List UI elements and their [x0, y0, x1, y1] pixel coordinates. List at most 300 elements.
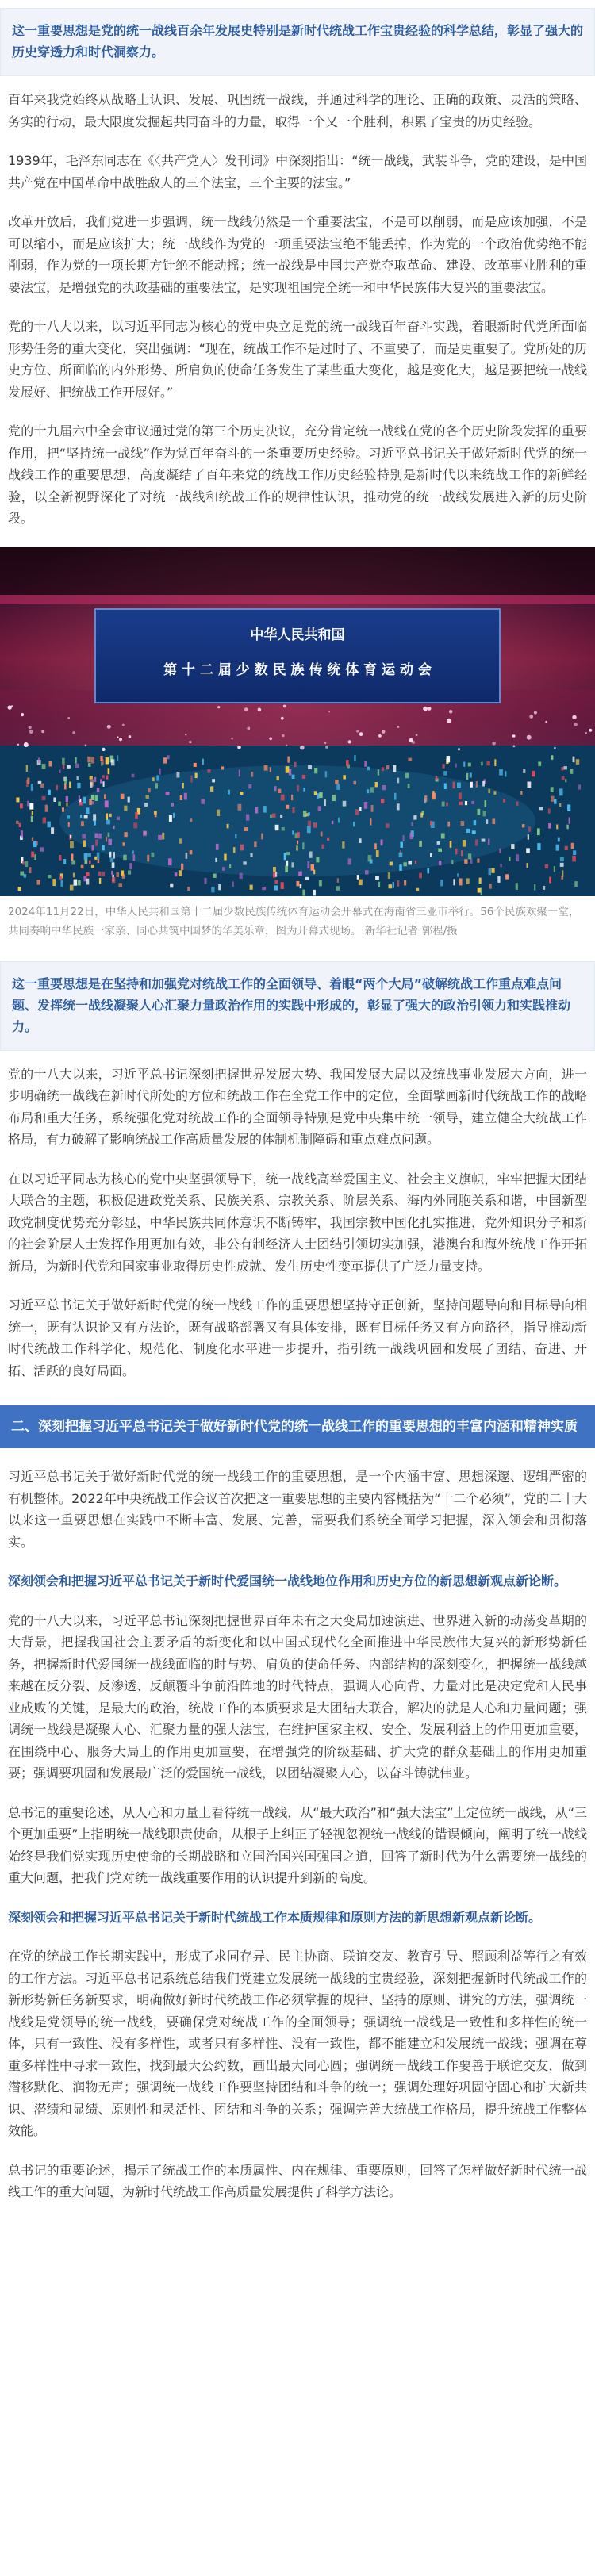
performer-dot [171, 803, 174, 807]
performer-dot [37, 880, 40, 884]
performer-dot [98, 871, 102, 875]
performer-dot [386, 765, 390, 769]
performer-dot [419, 872, 422, 878]
performer-dot [367, 766, 370, 770]
light-dot [328, 711, 330, 712]
performer-dot [227, 823, 229, 827]
performer-dot [51, 827, 54, 834]
performer-dot [332, 820, 334, 823]
performer-dot [274, 880, 278, 883]
performer-dot [250, 884, 253, 889]
performer-dot [371, 805, 374, 812]
performer-dot [156, 775, 159, 780]
performer-dot [420, 812, 423, 817]
performer-dot [117, 872, 120, 876]
performer-dot [357, 875, 359, 880]
performer-dot [403, 862, 407, 866]
performer-dot [359, 879, 363, 885]
performer-dot [509, 856, 510, 861]
performer-dot [381, 839, 383, 845]
performer-dot [40, 783, 44, 788]
performer-dot [212, 779, 215, 782]
performer-dot [246, 814, 249, 820]
performer-dot [548, 823, 551, 829]
performer-dot [560, 862, 564, 866]
performer-dot [534, 884, 536, 890]
performer-dot [572, 855, 576, 861]
performer-dot [67, 765, 71, 768]
paragraph-13: 总书记的重要论述，揭示了统战工作的本质属性、内在规律、重要原则，回答了怎样做好新时代统一战线工作的重大问题，为新时代统战工作高质量发展提供了科学方法论。 [8, 2162, 587, 2199]
performer-dot [378, 769, 379, 776]
performer-dot [281, 882, 284, 889]
performer-dot [442, 801, 445, 806]
performer-dot [111, 870, 113, 874]
performer-dot [222, 867, 225, 871]
performer-dot [556, 844, 559, 850]
performer-dot [224, 853, 226, 860]
performer-dot [319, 792, 323, 798]
performer-dot [359, 838, 361, 843]
performer-dot [62, 807, 64, 812]
performer-dot [175, 872, 178, 876]
performer-dot [83, 796, 86, 803]
performer-dot [405, 772, 409, 778]
light-dot [129, 735, 132, 738]
performer-dot [94, 856, 97, 859]
performer-dot [370, 787, 374, 792]
performer-dot [158, 834, 162, 839]
performer-dot [497, 876, 500, 882]
performer-dot [563, 766, 567, 769]
performer-dot [551, 787, 554, 792]
performer-dot [117, 816, 120, 819]
performer-dot [573, 756, 575, 762]
performer-dot [493, 791, 496, 795]
performer-dot [316, 857, 319, 862]
performer-dot [432, 792, 436, 799]
paragraph-7: 在以习近平同志为核心的党中央坚强领导下，统一战线高举爱国主义、社会主义旗帜，牢牢把握大团结大联合的主题，积极促进政党关系、民族关系、宗教关系、阶层关系、海内外同胞关系和谐，中国新型政党制度优势充分彰显，中华民族共同体意识不断铸牢，我国宗教中国化扎实推进，党外知识分子和新的社会阶层人士发挥作用更加有效，非公有制经济人士团结引领切实加强，港澳台和海外统战工作开拓新局，为新时代党和国家事业取得历史性成就、发生历史性变革提供了广泛力量支持。 [8, 1171, 587, 1274]
light-dot [545, 720, 547, 723]
performer-dot [106, 757, 109, 764]
performer-dot [166, 792, 170, 795]
performer-dot [317, 793, 319, 799]
performer-dot [565, 845, 568, 849]
performer-dot [375, 876, 379, 880]
performer-dot [296, 845, 298, 850]
performer-dot [354, 780, 357, 784]
performer-dot [554, 799, 556, 804]
paragraph-5: 党的十九届六中全会审议通过党的第三个历史决议，充分肯定统一战线在党的各个历史阶段发挥的重要作用，把“坚持统一战线”作为党百年奋斗的一条重要历史经验。习近平总书记关于做好新时代党的统一战线工作的重要思想，高度凝结了百年来党的统战工作历史经验特别是新时代以来统战工作的新鲜经验，以全新视野深化了对统一战线和统战工作的规律性认识，推动党的统一战线发展进入新的历史阶段。 [8, 424, 587, 526]
performer-dot [424, 795, 427, 802]
performer-dot [297, 840, 298, 844]
performer-dot [443, 764, 445, 768]
light-dot [231, 737, 233, 739]
performer-dot [526, 848, 530, 853]
performer-dot [289, 769, 291, 775]
performer-dot [264, 765, 268, 770]
light-dot [534, 711, 537, 714]
performer-dot [71, 860, 75, 864]
performer-dot [73, 872, 75, 877]
performer-dot [92, 801, 94, 804]
performer-dot [305, 876, 309, 880]
performer-dot [262, 887, 266, 890]
performer-dot [390, 861, 393, 865]
performer-dot [427, 868, 429, 873]
performer-dot [128, 870, 131, 874]
performer-dot [300, 884, 302, 888]
performer-dot [465, 801, 467, 805]
performer-dot [187, 887, 190, 891]
paragraph-1: 百年来我党始终从战略上认识、发展、巩固统一战线，并通过科学的理论、正确的政策、灵活的策略、务实的行动，最大限度发掘起共同奋斗的力量，取得一个又一个胜利，积累了宝贵的历史经验。 [8, 92, 587, 129]
performer-dot [481, 761, 483, 765]
performer-dot [98, 833, 102, 838]
performer-dot [159, 768, 160, 774]
performer-dot [332, 795, 336, 801]
light-dot [423, 706, 428, 711]
performer-dot [124, 805, 127, 811]
performer-dot [441, 833, 445, 838]
performer-dot [133, 854, 136, 861]
stadium-illustration [0, 547, 595, 896]
performer-dot [83, 840, 86, 847]
light-dot [247, 726, 250, 730]
light-dot [283, 704, 286, 707]
performer-dot [122, 874, 125, 879]
performer-dot [378, 881, 380, 887]
performer-dot [365, 870, 369, 875]
performer-dot [528, 781, 532, 788]
performer-dot [343, 800, 347, 806]
performer-dot [313, 889, 316, 895]
light-dot [359, 732, 363, 736]
performer-dot [59, 855, 61, 861]
performer-dot [556, 824, 558, 829]
performer-dot [336, 886, 340, 891]
performer-dot [364, 761, 367, 766]
performer-dot [459, 792, 462, 799]
performer-dot [64, 777, 67, 784]
performer-dot [516, 883, 518, 890]
banner-line-1: 中华人民共和国 [250, 627, 345, 643]
performer-dot [560, 857, 564, 861]
performer-dot [87, 853, 91, 856]
performer-dot [108, 768, 110, 774]
performer-dot [42, 764, 46, 769]
performer-dot [578, 784, 581, 789]
performer-dot [397, 777, 400, 783]
light-dot [324, 742, 326, 743]
light-dot [589, 728, 592, 731]
performer-dot [375, 782, 378, 787]
performer-dot [22, 861, 25, 865]
performer-dot [106, 836, 107, 841]
light-dot [237, 746, 241, 749]
performer-dot [303, 788, 305, 792]
performer-dot [77, 776, 79, 780]
performer-dot [133, 822, 137, 828]
performer-dot [79, 795, 80, 801]
performer-dot [318, 806, 321, 811]
performer-dot [194, 762, 197, 766]
performer-dot [479, 877, 482, 883]
performer-dot [438, 848, 442, 851]
performer-dot [321, 831, 323, 836]
performer-dot [447, 821, 450, 826]
performer-dot [297, 784, 299, 791]
performer-dot [275, 824, 279, 830]
performer-dot [70, 841, 74, 848]
performer-dot [102, 872, 105, 876]
performer-dot [274, 885, 278, 890]
performer-dot [34, 854, 36, 860]
performer-dot [415, 860, 416, 863]
paragraph-8: 习近平总书记关于做好新时代党的统一战线工作的重要思想坚持守正创新，坚持问题导向和目标导向相统一，既有认识论又有方法论，既有战略部署又有具体安排，既有目标任务又有方向路径，指导推动新时代统战工作科学化、规范化、制度化水平进一步提升，指引统一战线巩固和发展了团结、奋进、开拓、活跃的良好局面。 [8, 1298, 587, 1378]
performer-dot [284, 853, 286, 860]
performer-dot [181, 863, 183, 869]
performer-dot [232, 881, 234, 887]
performer-dot [487, 761, 490, 765]
performer-dot [87, 756, 90, 762]
performer-dot [108, 838, 112, 845]
performer-dot [314, 768, 317, 773]
performer-dot [251, 772, 253, 777]
performer-dot [118, 883, 122, 887]
performer-dot [381, 799, 384, 803]
performer-dot [489, 884, 492, 889]
performer-dot [68, 822, 70, 827]
performer-dot [56, 784, 59, 790]
light-dot [72, 731, 75, 734]
light-dot [572, 715, 576, 719]
performer-dot [545, 864, 548, 868]
performer-dot [461, 821, 465, 826]
performer-dot [569, 817, 570, 823]
performer-dot [48, 875, 52, 878]
performer-dot [121, 793, 125, 799]
performer-dot [455, 848, 458, 854]
performer-dot [53, 797, 56, 802]
performer-dot [548, 808, 551, 813]
performer-dot [543, 885, 545, 889]
performer-dot [537, 828, 540, 835]
performer-dot [108, 832, 110, 837]
paragraph-4: 党的十八大以来，以习近平同志为核心的党中央立足党的统一战线百年奋斗实践，着眼新时代党所面临形势任务的重大变化，突出强调：“现在，统战工作不是过时了、不重要了，而是更重要了。党所处的历史方位、所面临的内外形势、所肩负的使命任务发生了某些重大变化，越是变化大，越是要把统一战线发展好、把统战工作开展好。” [8, 319, 587, 400]
performer-dot [29, 867, 32, 873]
performer-dot [240, 844, 244, 850]
performer-dot [291, 862, 294, 867]
light-dot [512, 734, 516, 738]
performer-dot [93, 814, 96, 821]
performer-dot [238, 803, 242, 810]
highlight-box-2-text: 这一重要思想是在坚持和加强党对统战工作的全面领导、着眼“两个大局”破解统战工作重点难点问题、发挥统一战线凝聚人心汇聚力量政治作用的实践中形成的，彰显了强大的政治引领力和实践推动力。 [12, 976, 571, 1034]
performer-dot [439, 861, 442, 865]
performer-dot [478, 887, 481, 892]
performer-dot [307, 826, 311, 833]
performer-dot [109, 813, 112, 816]
performer-dot [551, 755, 554, 760]
performer-dot [97, 788, 100, 792]
performer-dot [94, 776, 96, 781]
paragraph-9: 习近平总书记关于做好新时代党的统一战线工作的重要思想，是一个内涵丰富、思想深邃、逻辑严密的有机整体。2022年中央统战工作会议首次把这一重要思想的主要内容概括为“十二个必须”，党的二十大以来这一重要思想在实践中不断丰富、发展、完善，需要我们系统全面学习把握，深入领会和贯彻落实。 [8, 1469, 587, 1550]
light-dot [17, 743, 19, 745]
performer-dot [86, 872, 90, 876]
performer-dot [31, 851, 34, 857]
performer-dot [477, 858, 479, 862]
performer-dot [314, 791, 317, 795]
performer-dot [86, 807, 90, 814]
performer-dot [27, 777, 29, 784]
performer-dot [393, 765, 396, 772]
performer-dot [554, 865, 555, 872]
performer-dot [113, 825, 115, 828]
performer-dot [532, 770, 535, 776]
performer-dot [313, 869, 315, 874]
performer-dot [503, 799, 505, 802]
light-dot [585, 732, 587, 734]
performer-dot [571, 842, 574, 849]
performer-dot [343, 775, 346, 779]
performer-dot [148, 788, 151, 792]
performer-dot [169, 815, 172, 822]
performer-dot [478, 808, 481, 815]
performer-dot [551, 795, 555, 801]
performer-dot [190, 818, 193, 822]
performer-dot [470, 858, 473, 864]
performer-dot [348, 858, 351, 864]
performer-dot [79, 802, 83, 805]
light-dot [378, 734, 382, 738]
performer-dot [173, 812, 175, 817]
light-dot [102, 747, 105, 750]
performer-dot [285, 865, 288, 872]
intro-highlight-box [0, 8, 595, 76]
performer-dot [574, 881, 578, 887]
performer-dot [486, 819, 488, 824]
performer-dot [463, 840, 466, 847]
performer-dot [91, 757, 94, 763]
performer-dot [500, 864, 501, 867]
performer-dot [229, 864, 231, 868]
performer-dot [74, 879, 78, 885]
light-dot [449, 710, 453, 714]
light-dot [8, 705, 12, 709]
performer-dot [475, 839, 478, 845]
performer-dot [254, 841, 256, 847]
performer-dot [516, 801, 519, 805]
performer-dot [468, 853, 471, 859]
performer-dot [451, 860, 453, 864]
performer-dot [444, 783, 447, 789]
performer-dot [278, 788, 281, 792]
performer-dot [170, 883, 173, 887]
performer-dot [27, 800, 29, 806]
performer-dot [353, 822, 355, 826]
performer-dot [182, 782, 184, 788]
performer-dot [281, 794, 285, 800]
performer-dot [85, 859, 88, 864]
performer-dot [354, 755, 356, 761]
performer-dot [235, 834, 236, 838]
performer-dot [66, 795, 68, 801]
paragraph-6: 党的十八大以来，习近平总书记深刻把握世界发展大势、我国发展大局以及统战事业发展大方向，进一步明确统一战线在新时代所处的方位和统战工作在全党工作中的定位，全面擘画新时代统战工作的战略布局和重大任务，系统强化党对统战工作的全面领导特别是党中央集中统一领导，建立健全大统战工作格局，有力破解了影响统战工作高质量发展的体制机制障碍和重点难点问题。 [8, 1066, 587, 1147]
performer-dot [151, 852, 154, 857]
performer-dot [476, 781, 478, 788]
performer-dot [20, 803, 23, 808]
performer-dot [129, 863, 132, 869]
performer-dot [411, 822, 413, 826]
performer-dot [562, 767, 564, 770]
performer-dot [16, 797, 19, 802]
performer-dot [201, 799, 205, 804]
light-dot [356, 730, 359, 732]
performer-dot [147, 854, 149, 861]
performer-dot [298, 832, 300, 838]
light-dot [269, 737, 272, 740]
performer-dot [210, 786, 213, 792]
performer-dot [346, 760, 349, 766]
performer-dot [92, 845, 94, 850]
performer-dot [309, 851, 313, 857]
performer-dot [104, 794, 106, 799]
light-dot [29, 726, 32, 729]
performer-dot [403, 835, 405, 841]
light-dot [85, 744, 87, 746]
performer-dot [389, 884, 393, 888]
performer-dot [319, 880, 322, 886]
paragraph-12: 在党的统战工作长期实践中，形成了求同存异、民主协商、联谊交友、教育引导、照顾利益等行之有效的工作方法。习近平总书记系统总结我们党建立发展统一战线的宝贵经验，深刻把握新时代统战工作的新形势新任务新要求，明确做好新时代统战工作必须掌握的规律、坚持的原则、讲究的方法，强调统一战线是党领导的统一战线，要确保党对统战工作的全面领导；强调统一战线是一致性和多样性的统一体，只有一致性、没有多样性，或者只有多样性、没有一致性，都不能建立和发展统一战线；强调在尊重多样性中寻求一致性，找到最大公约数，画出最大同心圆；强调统一战线工作要善于联谊交友，做到潜移默化、润物无声；强调统一战线工作要坚持团结和斗争的统一；强调处理好巩固守固心和扩大新共识、潜绩和显绩、原则性和灵活性、团结和斗争的关系；强调完善大统战工作格局，提升统战工作整体效能。 [8, 1949, 587, 2138]
performer-dot [190, 850, 193, 854]
performer-dot [67, 815, 70, 819]
performer-dot [90, 782, 92, 788]
performer-dot [21, 830, 23, 837]
performer-dot [302, 774, 305, 778]
light-dot [554, 746, 556, 749]
performer-dot [94, 820, 96, 825]
light-dot [29, 729, 33, 733]
performer-dot [293, 807, 295, 813]
performer-dot [132, 850, 134, 853]
performer-dot [408, 784, 410, 788]
performer-dot [287, 756, 290, 762]
light-dot [416, 734, 418, 736]
light-dot [107, 724, 111, 728]
performer-dot [461, 850, 463, 856]
performer-dot [240, 872, 243, 879]
performer-dot [91, 795, 94, 800]
performer-dot [494, 759, 496, 766]
paragraph-3: 改革开放后，我们党进一步强调，统一战线仍然是一个重要法宝，不是可以削弱，而是应该加强，不是可以缩小，而是应该扩大；统一战线作为党的一项重要法宝绝不能丢掉，作为党的一个政治优势绝不能削弱，作为党的一项长期方针绝不能动摇；统一战线是中国共产党夺取革命、建设、改革事业胜利的重要法宝，是增强党的执政基础的重要法宝，是实现祖国完全统一和中华民族伟大复兴的重要法宝。 [8, 214, 587, 295]
performer-dot [18, 887, 21, 891]
performer-dot [562, 776, 565, 780]
performer-dot [135, 812, 138, 819]
performer-dot [97, 852, 100, 858]
performer-dot [464, 859, 467, 864]
performer-dot [549, 876, 551, 883]
performer-dot [566, 824, 568, 829]
performer-dot [370, 818, 371, 825]
performer-dot [48, 789, 51, 795]
performer-dot [32, 837, 33, 841]
performer-dot [75, 763, 79, 767]
light-dot [67, 717, 70, 719]
performer-dot [335, 780, 339, 784]
performer-dot [459, 878, 463, 885]
light-dot [21, 713, 24, 716]
performer-dot [325, 771, 328, 777]
performer-dot [436, 776, 437, 780]
light-dot [348, 740, 351, 743]
